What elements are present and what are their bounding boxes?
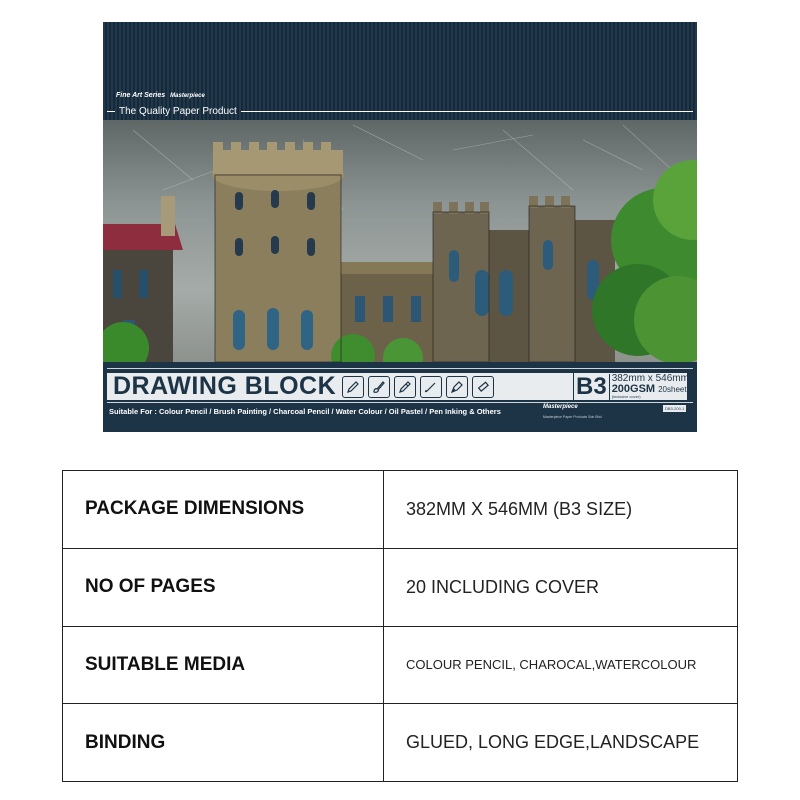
row-label: PACKAGE DIMENSIONS: [85, 498, 305, 520]
watercolour-brush-icon: [420, 376, 442, 398]
spec-table: [62, 470, 738, 782]
spec-box: [574, 372, 691, 400]
media-icons: [342, 376, 494, 398]
row-value: GLUED, LONG EDGE,LANDSCAPE: [406, 732, 700, 753]
brand-logo: Masterpiece: [543, 404, 578, 410]
pen-nib-icon: [446, 376, 468, 398]
table-row: [63, 704, 738, 782]
product-title: DRAWING BLOCK: [113, 372, 337, 400]
title-box: [107, 373, 573, 400]
tagline: The Quality Paper Product: [119, 105, 237, 117]
row-value: 20 INCLUDING COVER: [406, 576, 600, 597]
charcoal-pencil-icon: [394, 376, 416, 398]
table-row: [63, 626, 738, 704]
product-code: DB3-200-1: [665, 406, 685, 411]
sheet-count: 20sheets: [658, 385, 691, 394]
sheet-note: (inclusive cover): [611, 394, 641, 399]
brand-logo-small: Masterpiece: [170, 92, 205, 99]
row-value: 382MM X 546MM (B3 SIZE): [406, 498, 633, 519]
paper-weight: 200GSM: [611, 383, 656, 395]
title-band: [103, 362, 697, 404]
fine-print: Masterpiece Paper Products Sdn Bhd: [543, 415, 602, 419]
product-cover-image: [103, 22, 697, 432]
suitable-for-line: Suitable For : Colour Pencil / Brush Painting / Charcoal Pencil / Water Colour / Oil Pastel / Pen Inking & Others: [109, 407, 501, 416]
series-label: Fine Art Series: [116, 92, 166, 99]
pencil-icon: [342, 376, 364, 398]
brush-icon: [368, 376, 390, 398]
castle-illustration: [103, 120, 697, 362]
tagline-row: [107, 104, 693, 118]
table-row: [63, 548, 738, 626]
row-label: NO OF PAGES: [85, 576, 216, 598]
row-label: SUITABLE MEDIA: [85, 653, 246, 675]
row-label: BINDING: [85, 731, 166, 753]
table-row: [63, 471, 738, 549]
size-code: B3: [576, 374, 610, 400]
series-row: [116, 92, 205, 99]
cover-dimensions: 382mm x 546mm: [611, 373, 689, 384]
oil-pastel-icon: [472, 376, 494, 398]
row-value: COLOUR PENCIL, CHAROCAL,WATERCOLOUR: [406, 657, 697, 673]
